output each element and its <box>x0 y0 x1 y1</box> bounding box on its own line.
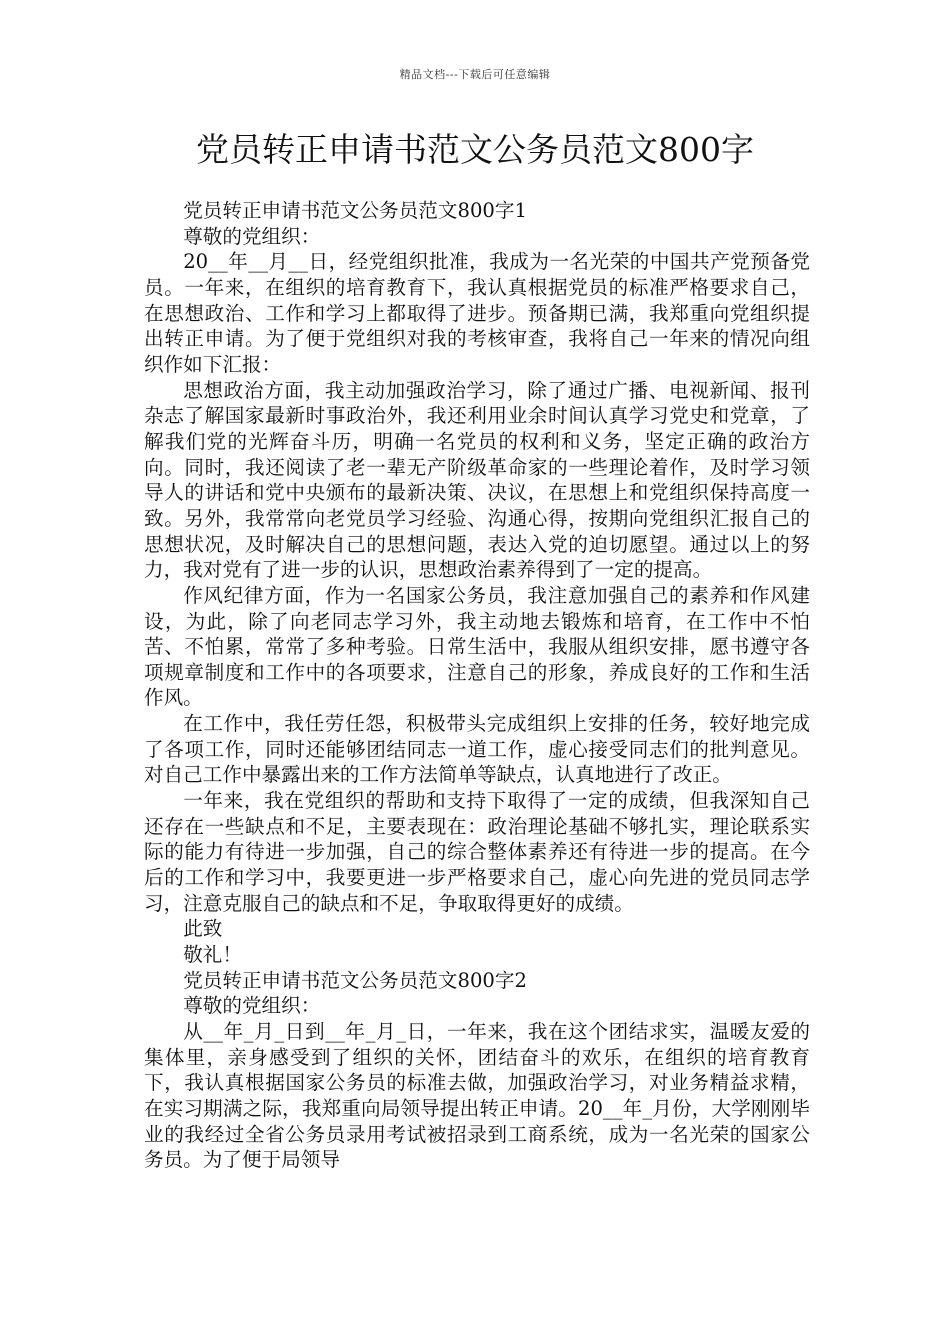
body-paragraph: 一年来，我在党组织的帮助和支持下取得了一定的成绩，但我深知自己还存在一些缺点和不足，主要表现在：政治理论基础不够扎实，理论联系实际的能力有待进一步加强，自己的综合整体素养还有待进一步的提高。在今后的工作和学习中，我要更进一步严格要求自己，虚心向先进的党员同志学习，注意克服自己的缺点和不足，争取取得更好的成绩。 <box>144 789 810 915</box>
document-body <box>144 198 810 1173</box>
section-heading: 党员转正申请书范文公务员范文800字2 <box>183 968 527 992</box>
salutation: 尊敬的党组织： <box>183 224 321 248</box>
section-heading: 党员转正申请书范文公务员范文800字1 <box>183 199 527 222</box>
body-paragraph: 作风纪律方面，作为一名国家公务员，我注意加强自己的素养和作风建设，为此，除了向老同志学习外，我主动地去锻炼和培育，在工作中不怕苦、不怕累，常常了多种考验。日常生活中，我服从组织安排，愿书遵守各项规章制度和工作中的各项要求，注意自己的形象，养成良好的工作和生活作风。 <box>144 583 810 710</box>
body-paragraph: 20__年__月__日，经党组织批准，我成为一名光荣的中国共产党预备党员。一年来，在组织的培育教育下，我认真根据党员的标准严格要求自己，在思想政治、工作和学习上都取得了进步。预备期已满，我郑重向党组织提出转正申请。为了便于党组织对我的考核审查，我将自己一年来的情况向组织作如下汇报： <box>144 250 810 376</box>
salutation: 尊敬的党组织： <box>183 994 321 1018</box>
body-paragraph: 思想政治方面，我主动加强政治学习，除了通过广播、电视新闻、报刊杂志了解国家最新时事政治外，我还利用业余时间认真学习党史和党章，了解我们党的光辉奋斗历，明确一名党员的权利和义务，坚定正确的政治方向。同时，我还阅读了老一辈无产阶级革命家的一些理论着作，及时学习领导人的讲话和党中央颁布的最新决策、决议，在思想上和党组织保持高度一致。另外，我常常向老党员学习经验、沟通心得，按期向党组织汇报自己的思想状况，及时解决自己的思想问题，表达入党的迫切愿望。通过以上的努力，我对党有了进一步的认识，思想政治素养得到了一定的提高。 <box>144 378 810 582</box>
header-note: 精品文档---下载后可任意编辑 <box>399 68 551 81</box>
closing-line: 敬礼！ <box>183 943 242 967</box>
closing-line: 此致 <box>183 917 223 941</box>
page-title: 党员转正申请书范文公务员范文800字 <box>196 130 754 169</box>
body-paragraph: 在工作中，我任劳任怨，积极带头完成组织上安排的任务，较好地完成了各项工作，同时还能够团结同志一道工作，虚心接受同志们的批判意见。对自己工作中暴露出来的工作方法简单等缺点，认真地进行了改正。 <box>144 712 810 787</box>
body-paragraph: 从__年_月_日到__年_月_日，一年来，我在这个团结求实，温暖友爱的集体里，亲身感受到了组织的关怀，团结奋斗的欢乐，在组织的培育教育下，我认真根据国家公务员的标准去做，加强政治学习，对业务精益求精，在实习期满之际，我郑重向局领导提出转正申请。20__年_月份，大学刚刚毕业的我经过全省公务员录用考试被招录到工商系统，成为一名光荣的国家公务员。为了便于局领导 <box>144 1020 810 1172</box>
